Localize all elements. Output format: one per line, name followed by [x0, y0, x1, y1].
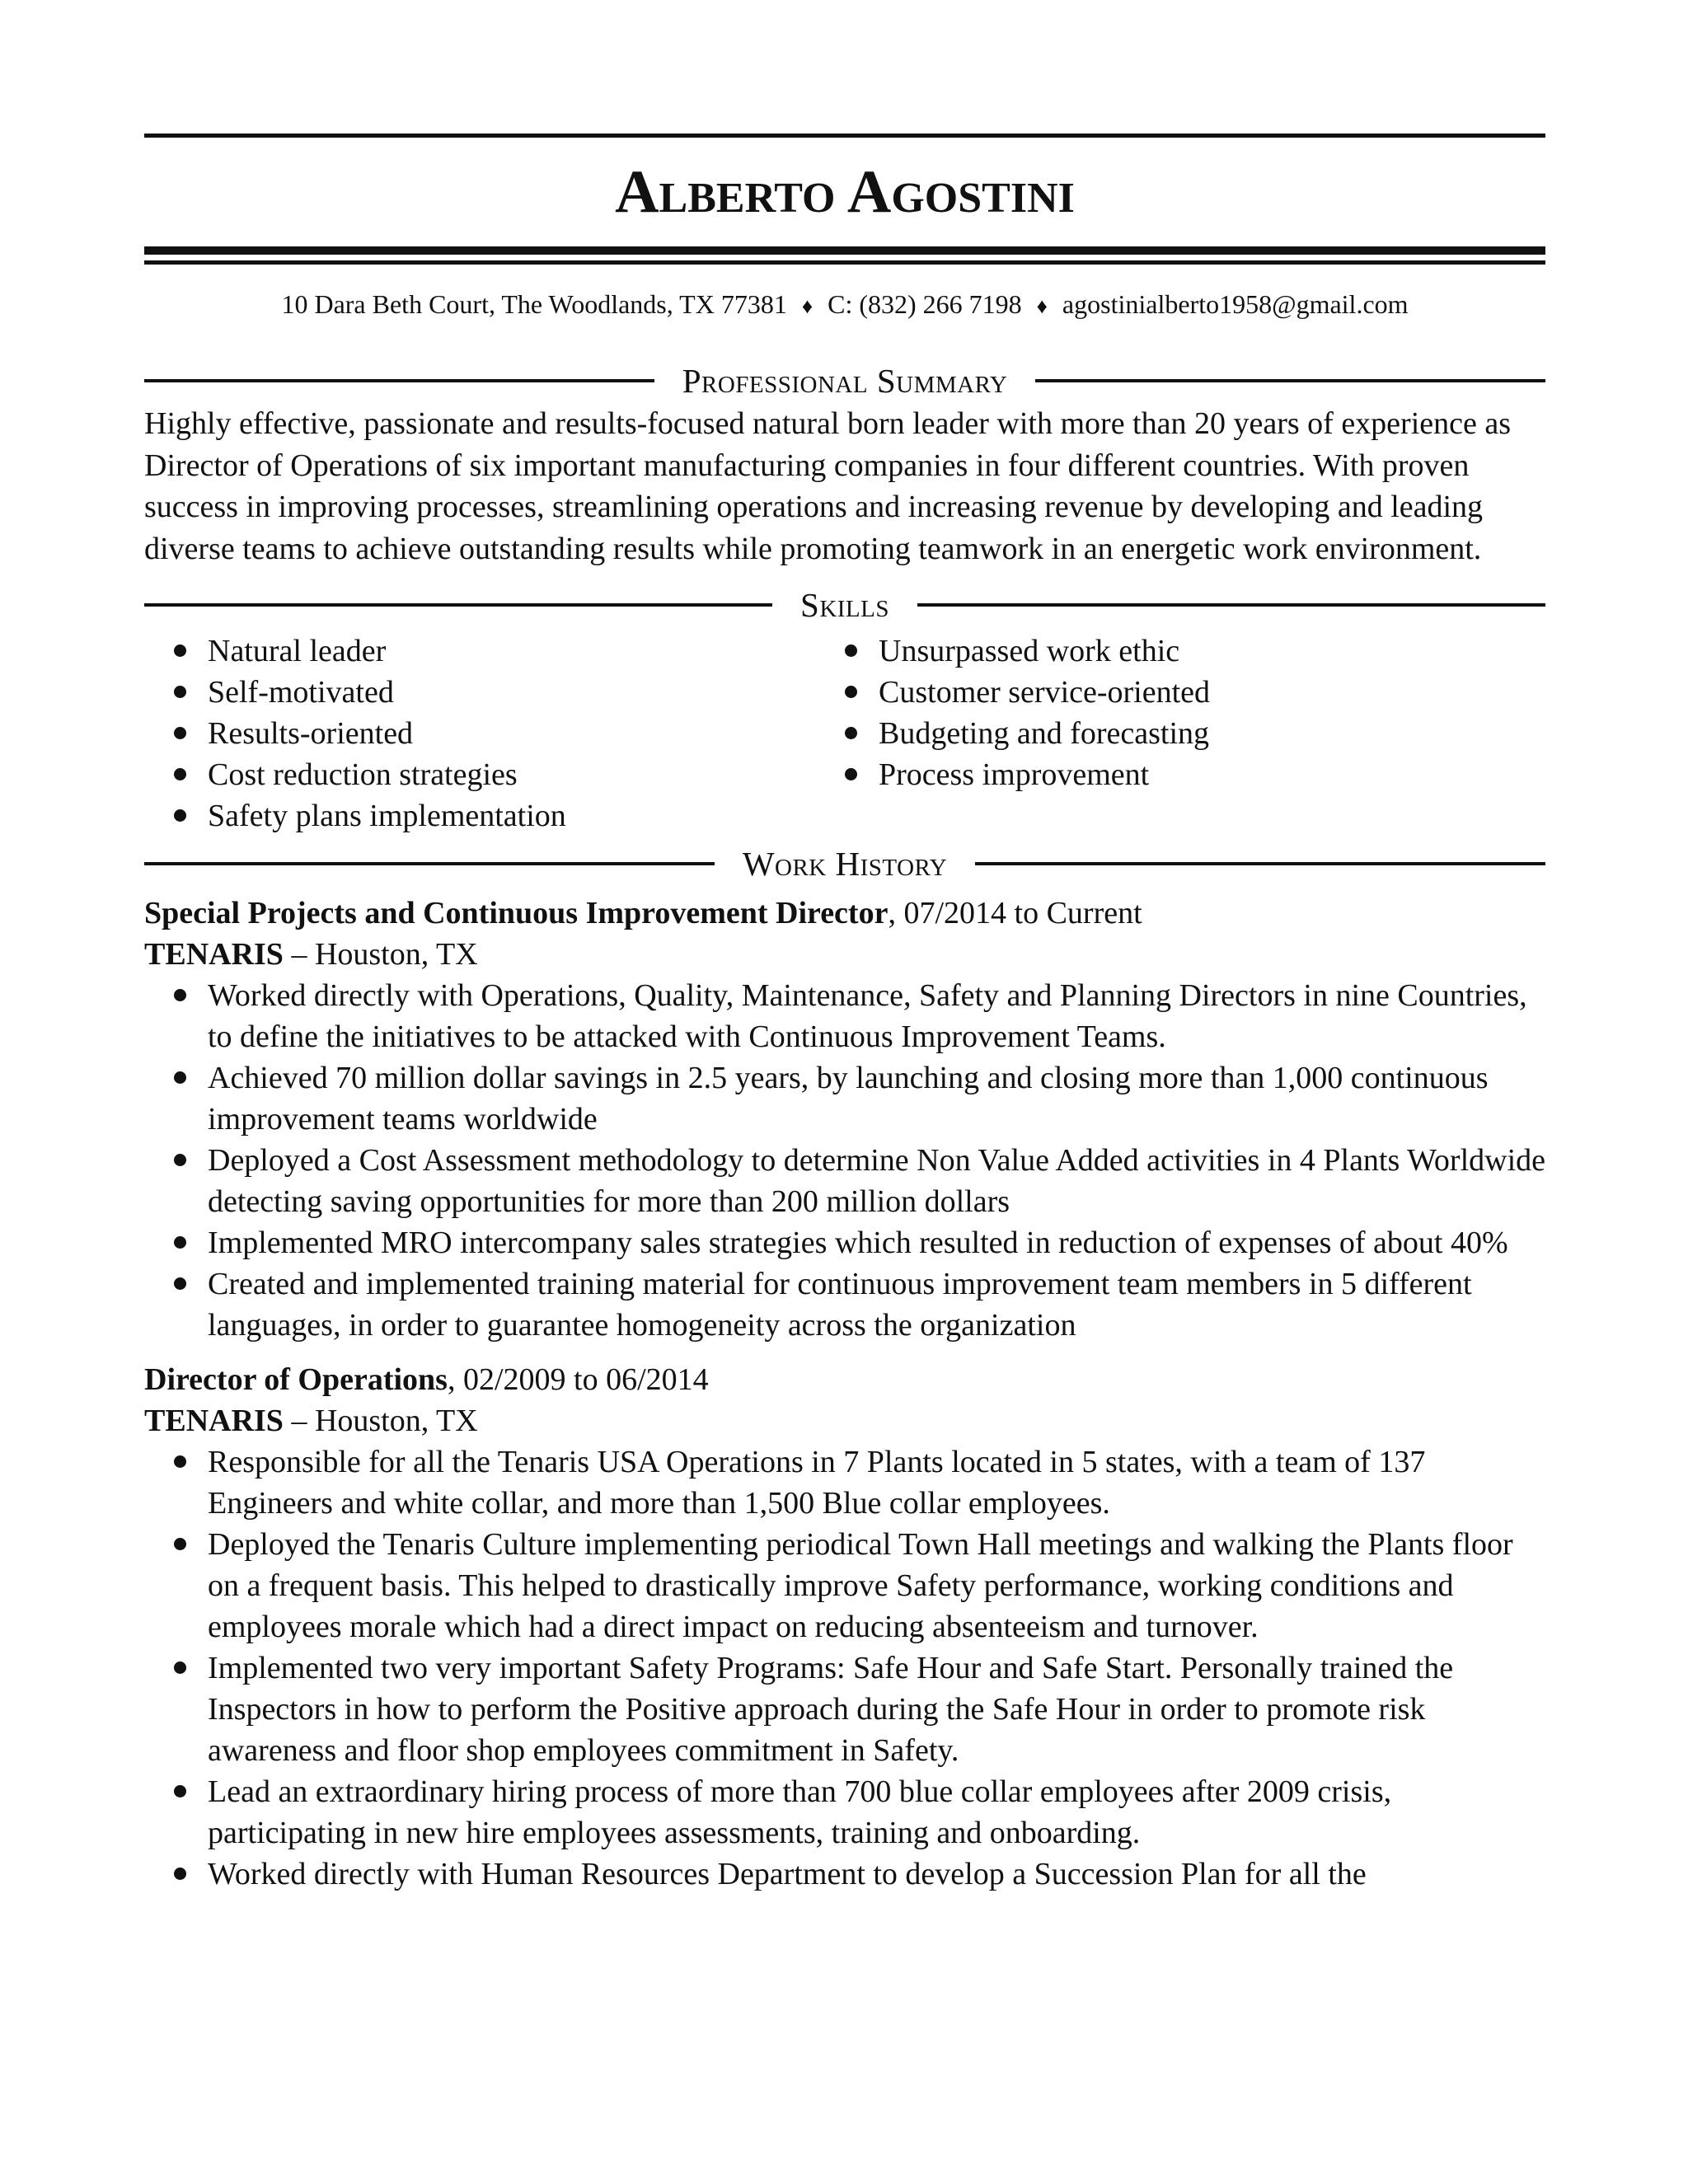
- job-entry: [144, 893, 1545, 1346]
- list-item: [843, 713, 1545, 754]
- list-item-text: Implemented two very important Safety Programs: Safe Hour and Safe Start. Personally trained the Inspectors in how to perform the Positive approach during the Safe Hour in order to promote risk awareness and floor shop employees commitment in Safety.: [208, 1651, 1454, 1768]
- bullet-icon: [174, 1868, 186, 1880]
- summary-title: Professional Summary: [682, 362, 1008, 400]
- job-entry: [144, 1359, 1545, 1895]
- list-item: [172, 1222, 1545, 1263]
- section-rule-right: [975, 862, 1545, 865]
- work-section-header: [144, 843, 1545, 884]
- list-item: [172, 975, 1545, 1057]
- section-rule-left: [144, 862, 715, 865]
- bullet-icon: [845, 727, 857, 739]
- list-item-text: Worked directly with Operations, Quality, Maintenance, Safety and Planning Directors in nine Countries, to define the initiatives to be attacked with Continuous Improvement Teams.: [208, 978, 1527, 1054]
- bullet-icon: [174, 644, 186, 657]
- list-item: [172, 1524, 1545, 1647]
- skills-section-header: [144, 584, 1545, 626]
- bullet-icon: [174, 1538, 186, 1550]
- list-item: [843, 630, 1545, 672]
- list-item: [172, 672, 843, 713]
- resume-page: [144, 134, 1545, 1895]
- list-item: [172, 1854, 1545, 1895]
- header-bottom-rule-thin: [144, 260, 1545, 265]
- list-item: [172, 795, 843, 837]
- bullet-icon: [174, 1071, 186, 1084]
- phone: C: (832) 266 7198: [828, 289, 1022, 319]
- skills-column-right: [843, 630, 1545, 837]
- bullet-icon: [845, 686, 857, 698]
- list-item: [843, 754, 1545, 795]
- bullet-icon: [174, 1277, 186, 1290]
- job-dates: , 07/2014 to Current: [888, 896, 1142, 930]
- skills-title: Skills: [800, 586, 889, 624]
- list-item: [172, 1057, 1545, 1140]
- list-item-text: Safety plans implementation: [208, 799, 566, 833]
- list-item-text: Achieved 70 million dollar savings in 2.5 years, by launching and closing more than 1,000 continuous improvement teams worldwide: [208, 1061, 1489, 1137]
- list-item: [172, 1441, 1545, 1524]
- list-item-text: Natural leader: [208, 634, 387, 668]
- job-title: Special Projects and Continuous Improvement Director: [144, 896, 889, 930]
- job-title: Director of Operations: [144, 1362, 448, 1397]
- company-name: TENARIS: [144, 937, 284, 972]
- list-item-text: Worked directly with Human Resources Department to develop a Succession Plan for all the: [208, 1857, 1367, 1891]
- section-rule-right: [917, 603, 1545, 607]
- section-rule-left: [144, 603, 772, 607]
- section-rule-left: [144, 379, 654, 382]
- list-item: [843, 672, 1545, 713]
- list-item: [172, 1140, 1545, 1222]
- list-item: [172, 630, 843, 672]
- candidate-name: Alberto Agostini: [615, 158, 1075, 226]
- company-line: [144, 1400, 1545, 1441]
- list-item-text: Unsurpassed work ethic: [879, 634, 1180, 668]
- summary-text: Highly effective, passionate and results-focused natural born leader with more than 20 years of experience as Director of Operations of six important manufacturing companies in four different countries. With proven success in improving processes, streamlining operations and increasing revenue by developing and leading diverse teams to achieve outstanding results while promoting teamwork in an energetic work environment.: [144, 406, 1512, 566]
- bullet-icon: [174, 1236, 186, 1249]
- company-line: [144, 934, 1545, 975]
- separator-diamond-icon: ♦: [801, 294, 814, 318]
- bullet-icon: [174, 1785, 186, 1797]
- list-item: [172, 713, 843, 754]
- bullet-icon: [845, 768, 857, 780]
- job-dates: , 02/2009 to 06/2014: [447, 1362, 709, 1397]
- list-item-text: Lead an extraordinary hiring process of more than 700 blue collar employees after 2009 crisis, participating in new hire employees assessments, training and onboarding.: [208, 1774, 1392, 1850]
- email: agostinialberto1958@gmail.com: [1062, 289, 1409, 319]
- bullet-icon: [174, 727, 186, 739]
- skills-list: [144, 630, 1545, 837]
- list-item-text: Deployed a Cost Assessment methodology to determine Non Value Added activities in 4 Plants Worldwide detecting saving opportunities for more than 200 million dollars: [208, 1143, 1545, 1219]
- company-location: – Houston, TX: [283, 937, 478, 972]
- list-item-text: Created and implemented training material for continuous improvement team members in 5 different languages, in order to guarantee homogeneity across the organization: [208, 1267, 1472, 1343]
- work-title: Work History: [742, 845, 948, 883]
- section-rule-right: [1035, 379, 1545, 382]
- bullet-icon: [174, 1661, 186, 1674]
- bullet-icon: [845, 644, 857, 657]
- list-item-text: Deployed the Tenaris Culture implementing periodical Town Hall meetings and walking the Plants floor on a frequent basis. This helped to drastically improve Safety performance, working conditions and employees morale which had a direct impact on reducing absenteeism and turnover.: [208, 1527, 1513, 1644]
- list-item: [172, 1647, 1545, 1771]
- work-history-list: [144, 893, 1545, 1895]
- job-bullets: [172, 975, 1545, 1346]
- separator-diamond-icon: ♦: [1036, 294, 1048, 318]
- list-item-text: Responsible for all the Tenaris USA Operations in 7 Plants located in 5 states, with a team of 137 Engineers and white collar, and more than 1,500 Blue collar employees.: [208, 1445, 1426, 1521]
- list-item-text: Customer service-oriented: [879, 675, 1211, 710]
- bullet-icon: [174, 768, 186, 780]
- list-item-text: Implemented MRO intercompany sales strategies which resulted in reduction of expenses of about 40%: [208, 1226, 1508, 1260]
- list-item: [172, 1263, 1545, 1346]
- list-item-text: Cost reduction strategies: [208, 757, 518, 792]
- job-bullets: [172, 1441, 1545, 1895]
- job-title-line: [144, 1359, 1545, 1400]
- bullet-icon: [174, 686, 186, 698]
- list-item-text: Process improvement: [879, 757, 1150, 792]
- bullet-icon: [174, 989, 186, 1001]
- bullet-icon: [174, 1154, 186, 1166]
- skills-column-left: [144, 630, 843, 837]
- list-item-text: Budgeting and forecasting: [879, 716, 1210, 751]
- header-bottom-rule-thick: [144, 246, 1545, 255]
- company-name: TENARIS: [144, 1404, 284, 1438]
- address: 10 Dara Beth Court, The Woodlands, TX 77381: [281, 289, 787, 319]
- list-item-text: Results-oriented: [208, 716, 414, 751]
- contact-line: [144, 286, 1545, 322]
- list-item: [172, 754, 843, 795]
- list-item: [172, 1771, 1545, 1854]
- bullet-icon: [174, 809, 186, 822]
- bullet-icon: [174, 1455, 186, 1468]
- header-top-rule: [144, 134, 1545, 138]
- summary-section-header: [144, 360, 1545, 401]
- list-item-text: Self-motivated: [208, 675, 394, 710]
- job-title-line: [144, 893, 1545, 934]
- company-location: – Houston, TX: [283, 1404, 478, 1438]
